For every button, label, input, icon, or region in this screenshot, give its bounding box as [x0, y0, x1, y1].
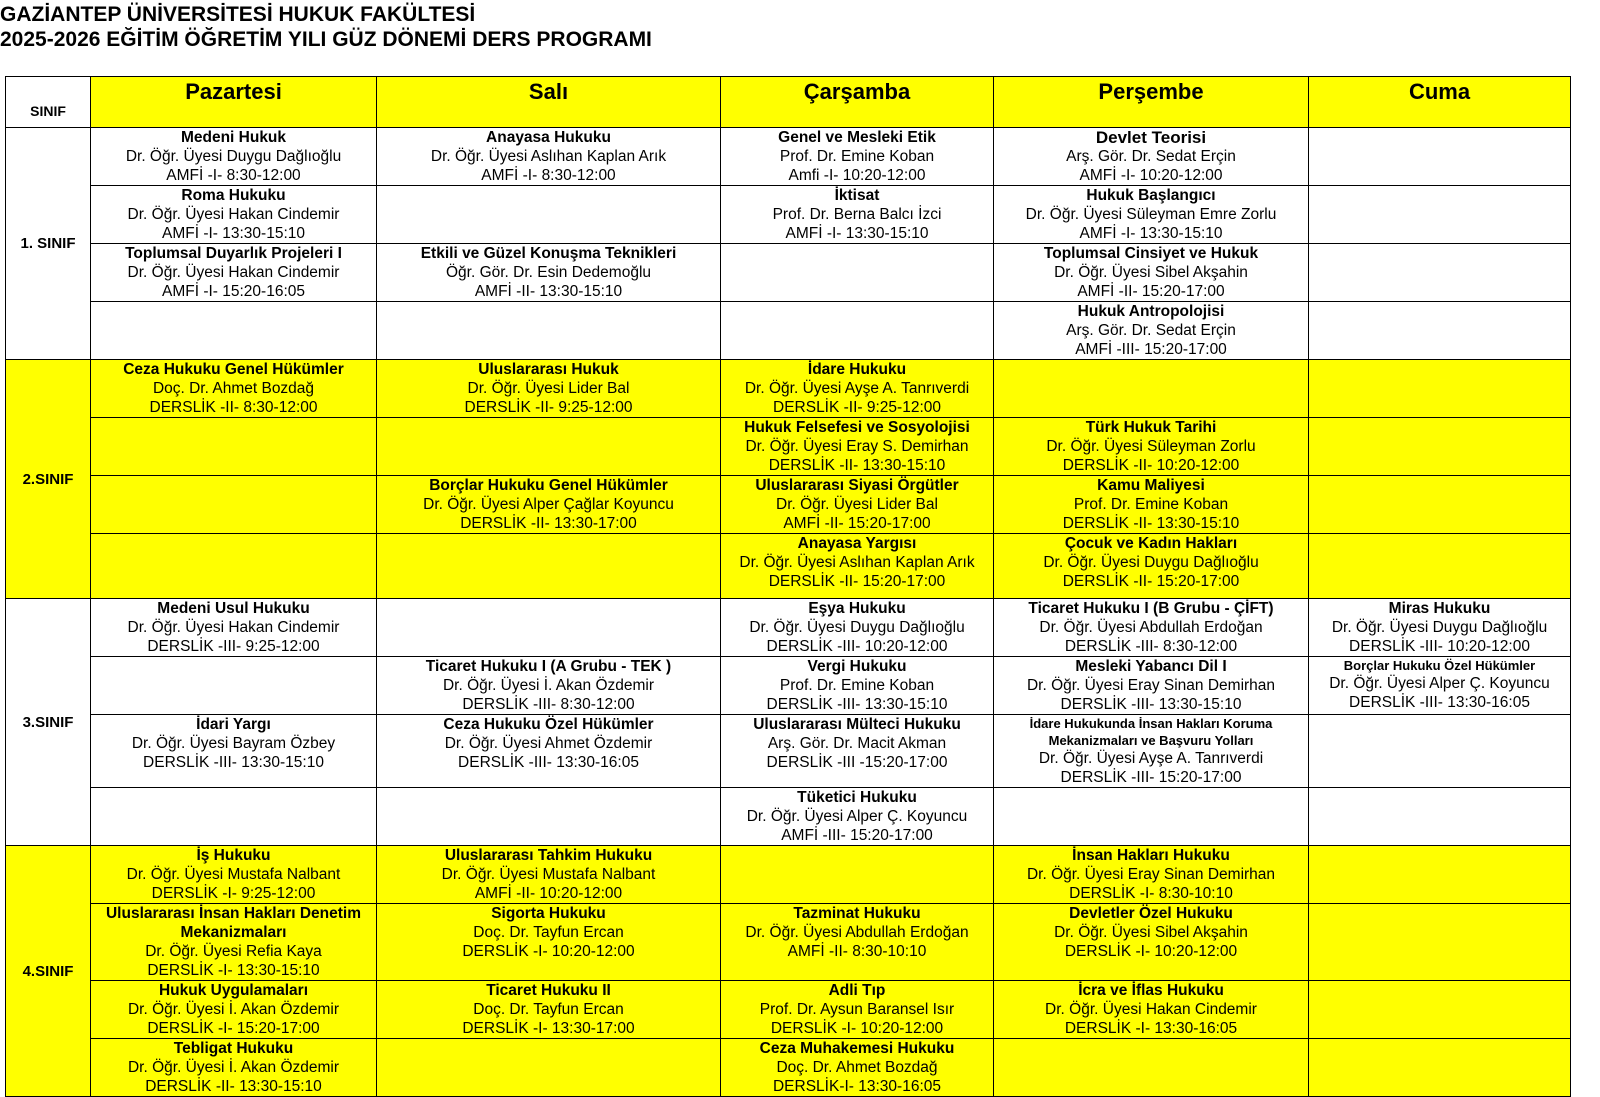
schedule-cell [994, 715, 1309, 788]
course-teacher: Doç. Dr. Ahmet Bozdağ [152, 380, 315, 397]
course-teacher: Dr. Öğr. Üyesi Lider Bal [467, 380, 630, 397]
course-room-time: DERSLİK -I- 10:20-12:00 [462, 943, 635, 960]
course-teacher: Dr. Öğr. Üyesi Sibel Akşahin [1054, 264, 1248, 281]
course-room-time: DERSLİK -III- 15:20-17:00 [1060, 769, 1242, 786]
course-room-time: DERSLİK -II- 13:30-15:10 [768, 457, 946, 474]
schedule-cell [1309, 657, 1571, 715]
course-name: Borçlar Hukuku Özel Hükümler [1343, 658, 1536, 673]
course-teacher: Dr. Öğr. Üyesi Süleyman Emre Zorlu [1025, 206, 1277, 223]
course-room-time: DERSLİK -II- 10:20-12:00 [1062, 457, 1240, 474]
schedule-table [5, 76, 1571, 1097]
course-name: İcra ve İflas Hukuku [1078, 982, 1224, 999]
schedule-cell [91, 1039, 377, 1097]
course-room-time: DERSLİK -III- 8:30-12:00 [1064, 638, 1238, 655]
course-room-time: DERSLİK -I- 9:25-12:00 [151, 885, 316, 902]
course-name: Ticaret Hukuku I (B Grubu - ÇİFT) [1028, 600, 1274, 617]
schedule-cell [377, 360, 721, 418]
course-room-time: DERSLİK -III- 9:25-12:00 [147, 638, 320, 655]
course-teacher: Prof. Dr. Aysun Baransel Isır [759, 1001, 955, 1018]
course-name: Hukuk Antropolojisi [1077, 303, 1225, 320]
schedule-cell [1309, 128, 1571, 186]
schedule-cell [721, 846, 994, 904]
course-room-time: AMFİ -II- 8:30-10:10 [787, 943, 927, 960]
course-name: İnsan Hakları Hukuku [1072, 847, 1230, 864]
course-teacher: Dr. Öğr. Üyesi Ayşe A. Tanrıverdi [1038, 750, 1264, 767]
schedule-cell [377, 846, 721, 904]
course-teacher: Prof. Dr. Berna Balcı İzci [772, 206, 942, 223]
course-room-time: DERSLİK -II- 13:30-17:00 [460, 515, 637, 532]
header-day: Perşembe [994, 77, 1309, 128]
schedule-cell [994, 418, 1309, 476]
course-name: Mesleki Yabancı Dil I [1075, 658, 1227, 675]
course-name: Devlet Teorisi [1095, 128, 1207, 147]
course-teacher: Dr. Öğr. Üyesi Ahmet Özdemir [444, 735, 653, 752]
course-room-time: DERSLİK -III- 13:30-16:05 [458, 754, 639, 771]
course-room-time: DERSLİK -I- 8:30-10:10 [1069, 885, 1233, 902]
schedule-cell [377, 657, 721, 715]
schedule-cell [377, 981, 721, 1039]
schedule-cell [721, 657, 994, 715]
course-name: Ceza Hukuku Özel Hükümler [443, 716, 654, 733]
course-name: Uluslararası Hukuk [478, 361, 619, 378]
schedule-cell [721, 418, 994, 476]
schedule-cell [377, 476, 721, 534]
schedule-cell [377, 302, 721, 360]
document-subtitle: 2025-2026 EĞİTİM ÖĞRETİM YILI GÜZ DÖNEMİ DERS PROGRAMI [0, 28, 652, 51]
course-teacher: Dr. Öğr. Üyesi Mustafa Nalbant [441, 866, 656, 883]
course-teacher: Doç. Dr. Tayfun Ercan [473, 1001, 624, 1018]
course-room-time: DERSLİK -II- 15:20-17:00 [1062, 573, 1240, 590]
schedule-cell [91, 302, 377, 360]
schedule-cell [994, 244, 1309, 302]
schedule-cell [377, 788, 721, 846]
course-name: Sigorta Hukuku [491, 905, 606, 922]
schedule-cell [721, 244, 994, 302]
course-name: Uluslararası Tahkim Hukuku [444, 847, 653, 864]
schedule-cell [91, 418, 377, 476]
schedule-cell [994, 657, 1309, 715]
schedule-cell [1309, 244, 1571, 302]
schedule-cell [994, 534, 1309, 599]
course-teacher: Dr. Öğr. Üyesi İ. Akan Özdemir [127, 1059, 340, 1076]
course-name: Adli Tıp [828, 982, 886, 999]
course-room-time: DERSLİK -III -15:20-17:00 [766, 754, 948, 771]
header-day: Cuma [1309, 77, 1571, 128]
course-name: Vergi Hukuku [807, 658, 907, 675]
course-name: İdare Hukuku [807, 361, 907, 378]
schedule-cell [91, 476, 377, 534]
schedule-cell [721, 360, 994, 418]
course-teacher: Dr. Öğr. Üyesi Duygu Dağlıoğlu [1331, 619, 1548, 636]
course-name: İş Hukuku [196, 847, 271, 864]
document-title: GAZİANTEP ÜNİVERSİTESİ HUKUK FAKÜLTESİ [0, 3, 476, 26]
course-name: Uluslararası Siyasi Örgütler [755, 477, 959, 494]
course-room-time: AMFİ -II- 10:20-12:00 [474, 885, 623, 902]
schedule-cell [721, 599, 994, 657]
course-name: Devletler Özel Hukuku [1069, 905, 1233, 922]
course-name: İdari Yargı [196, 716, 271, 733]
schedule-cell [994, 1039, 1309, 1097]
course-teacher: Dr. Öğr. Üyesi Bayram Özbey [131, 735, 336, 752]
course-room-time: DERSLİK -III- 8:30-12:00 [462, 696, 635, 713]
course-room-time: DERSLİK -I- 15:20-17:00 [147, 1020, 320, 1037]
schedule-cell [994, 186, 1309, 244]
schedule-cell [721, 476, 994, 534]
schedule-cell [91, 981, 377, 1039]
schedule-cell [721, 186, 994, 244]
course-teacher: Prof. Dr. Emine Koban [779, 148, 935, 165]
course-name: Hukuk Uygulamaları [158, 982, 309, 999]
course-room-time: DERSLİK -II- 15:20-17:00 [768, 573, 946, 590]
header-day: Salı [377, 77, 721, 128]
course-room-time: AMFİ -III- 15:20-17:00 [1075, 341, 1227, 358]
course-name: Uluslararası İnsan Hakları Denetim Mekanizmaları [105, 905, 361, 941]
course-teacher: Dr. Öğr. Üyesi Sibel Akşahin [1054, 924, 1248, 941]
course-room-time: AMFİ -I- 8:30-12:00 [481, 167, 616, 184]
course-teacher: Arş. Gör. Dr. Macit Akman [767, 735, 947, 752]
course-teacher: Dr. Öğr. Üyesi Refia Kaya [145, 943, 322, 960]
schedule-cell [377, 715, 721, 788]
course-room-time: DERSLİK -III- 10:20-12:00 [766, 638, 948, 655]
course-room-time: DERSLİK -II- 9:25-12:00 [464, 399, 633, 416]
course-teacher: Arş. Gör. Dr. Sedat Erçin [1066, 322, 1236, 339]
course-name: Ceza Hukuku Genel Hükümler [123, 361, 344, 378]
course-teacher: Dr. Öğr. Üyesi Abdullah Erdoğan [745, 924, 969, 941]
schedule-cell [377, 1039, 721, 1097]
schedule-cell [994, 599, 1309, 657]
class-label: 1. SINIF [6, 128, 91, 360]
schedule-cell [994, 302, 1309, 360]
course-name: Kamu Maliyesi [1097, 477, 1205, 494]
schedule-cell [1309, 981, 1571, 1039]
course-room-time: AMFİ -I- 10:20-12:00 [1079, 167, 1223, 184]
course-teacher: Prof. Dr. Emine Koban [779, 677, 935, 694]
course-teacher: Doç. Dr. Tayfun Ercan [473, 924, 624, 941]
course-name: Uluslararası Mülteci Hukuku [753, 716, 961, 733]
course-name: Tüketici Hukuku [797, 789, 917, 806]
schedule-cell [721, 981, 994, 1039]
class-label: 2.SINIF [6, 360, 91, 599]
course-name: Genel ve Mesleki Etik [778, 129, 936, 146]
course-teacher: Dr. Öğr. Üyesi Hakan Cindemir [127, 264, 340, 281]
course-name: Hukuk Felsefesi ve Sosyolojisi [744, 419, 970, 436]
schedule-cell [1309, 715, 1571, 788]
course-room-time: DERSLİK -I- 13:30-15:10 [147, 962, 320, 979]
schedule-cell [377, 904, 721, 981]
course-name: Anayasa Yargısı [797, 535, 917, 552]
schedule-cell [721, 534, 994, 599]
course-teacher: Doç. Dr. Ahmet Bozdağ [776, 1059, 938, 1076]
course-room-time: DERSLİK -III- 13:30-15:10 [1060, 696, 1242, 713]
course-room-time: AMFİ -II- 15:20-17:00 [783, 515, 931, 532]
course-name: Türk Hukuk Tarihi [1085, 419, 1217, 436]
course-teacher: Prof. Dr. Emine Koban [1073, 496, 1229, 513]
course-room-time: DERSLİK -I- 10:20-12:00 [1064, 943, 1238, 960]
schedule-cell [91, 128, 377, 186]
header-day: Pazartesi [91, 77, 377, 128]
course-name: Anayasa Hukuku [486, 129, 611, 146]
schedule-cell [1309, 360, 1571, 418]
course-teacher: Öğr. Gör. Dr. Esin Dedemoğlu [445, 264, 652, 281]
schedule-cell [721, 904, 994, 981]
course-teacher: Dr. Öğr. Üyesi Alper Çağlar Koyuncu [423, 496, 674, 513]
course-room-time: AMFİ -I- 13:30-15:10 [785, 225, 929, 242]
schedule-cell [721, 128, 994, 186]
course-teacher: Dr. Öğr. Üyesi Hakan Cindemir [1045, 1001, 1257, 1018]
course-teacher: Dr. Öğr. Üyesi Mustafa Nalbant [126, 866, 341, 883]
course-room-time: DERSLİK -III- 13:30-15:10 [766, 696, 948, 713]
course-name: Çocuk ve Kadın Hakları [1064, 535, 1238, 552]
course-room-time: DERSLİK -II- 13:30-15:10 [1062, 515, 1240, 532]
course-name: Etkili ve Güzel Konuşma Teknikleri [420, 245, 677, 262]
schedule-cell [91, 657, 377, 715]
schedule-cell [1309, 476, 1571, 534]
schedule-cell [1309, 1039, 1571, 1097]
course-teacher: Arş. Gör. Dr. Sedat Erçin [1066, 148, 1236, 165]
course-room-time: DERSLİK -I- 10:20-12:00 [770, 1020, 944, 1037]
schedule-cell [994, 476, 1309, 534]
schedule-cell [91, 244, 377, 302]
schedule-cell [377, 186, 721, 244]
course-room-time: Amfi -I- 10:20-12:00 [788, 167, 926, 184]
schedule-cell [377, 128, 721, 186]
course-name: İdare Hukukunda İnsan Hakları Koruma Mekanizmaları ve Başvuru Yolları [1029, 716, 1273, 748]
course-teacher: Dr. Öğr. Üyesi Eray S. Demirhan [745, 438, 969, 455]
course-name: Medeni Usul Hukuku [157, 600, 310, 617]
course-room-time: DERSLİK -II- 9:25-12:00 [773, 399, 941, 416]
schedule-cell [91, 186, 377, 244]
course-name: Ticaret Hukuku II [486, 982, 611, 999]
schedule-cell [1309, 418, 1571, 476]
course-room-time: AMFİ -II- 15:20-17:00 [1077, 283, 1225, 300]
schedule-cell [1309, 302, 1571, 360]
course-name: Roma Hukuku [181, 187, 286, 204]
course-teacher: Dr. Öğr. Üyesi Hakan Cindemir [127, 619, 340, 636]
schedule-cell [1309, 904, 1571, 981]
schedule-cell [994, 788, 1309, 846]
course-teacher: Dr. Öğr. Üyesi İ. Akan Özdemir [442, 677, 655, 694]
schedule-cell [377, 599, 721, 657]
course-teacher: Dr. Öğr. Üyesi Ayşe A. Tanrıverdi [744, 380, 970, 397]
schedule-cell [91, 715, 377, 788]
schedule-cell [91, 360, 377, 418]
course-name: Eşya Hukuku [808, 600, 906, 617]
class-label: 4.SINIF [6, 846, 91, 1097]
course-teacher: Dr. Öğr. Üyesi Alper Ç. Koyuncu [1329, 675, 1550, 692]
schedule-cell [994, 981, 1309, 1039]
schedule-cell [1309, 788, 1571, 846]
schedule-cell [91, 599, 377, 657]
course-teacher: Dr. Öğr. Üyesi İ. Akan Özdemir [127, 1001, 340, 1018]
schedule-cell [377, 418, 721, 476]
schedule-cell [91, 534, 377, 599]
header-sinif: SINIF [6, 77, 91, 128]
course-room-time: DERSLİK -I- 13:30-16:05 [1064, 1020, 1238, 1037]
course-room-time: AMFİ -I- 13:30-15:10 [1079, 225, 1223, 242]
schedule-cell [721, 1039, 994, 1097]
schedule-cell [377, 244, 721, 302]
course-teacher: Dr. Öğr. Üyesi Eray Sinan Demirhan [1026, 866, 1276, 883]
course-teacher: Dr. Öğr. Üyesi Duygu Dağlıoğlu [1043, 554, 1259, 571]
course-room-time: DERSLİK -III- 10:20-12:00 [1349, 638, 1530, 655]
course-teacher: Dr. Öğr. Üyesi Eray Sinan Demirhan [1026, 677, 1276, 694]
course-teacher: Dr. Öğr. Üyesi Aslıhan Kaplan Arık [430, 148, 667, 165]
course-room-time: DERSLİK -III- 13:30-16:05 [1349, 694, 1530, 711]
course-name: Toplumsal Cinsiyet ve Hukuk [1043, 245, 1259, 262]
course-name: Medeni Hukuk [180, 129, 287, 146]
schedule-cell [91, 788, 377, 846]
schedule-cell [1309, 846, 1571, 904]
schedule-cell [1309, 534, 1571, 599]
course-teacher: Dr. Öğr. Üyesi Hakan Cindemir [127, 206, 340, 223]
header-day: Çarşamba [721, 77, 994, 128]
schedule-cell [1309, 186, 1571, 244]
course-teacher: Dr. Öğr. Üyesi Abdullah Erdoğan [1039, 619, 1263, 636]
course-room-time: DERSLİK -III- 13:30-15:10 [143, 754, 324, 771]
schedule-cell [91, 846, 377, 904]
course-room-time: DERSLİK -I- 13:30-17:00 [462, 1020, 635, 1037]
schedule-cell [994, 846, 1309, 904]
course-room-time: DERSLİK -II- 8:30-12:00 [149, 399, 318, 416]
course-room-time: AMFİ -II- 13:30-15:10 [474, 283, 623, 300]
course-name: Miras Hukuku [1388, 600, 1491, 617]
course-room-time: DERSLİK -II- 13:30-15:10 [145, 1078, 322, 1095]
course-name: Hukuk Başlangıcı [1086, 187, 1216, 204]
schedule-cell [377, 534, 721, 599]
course-room-time: AMFİ -I- 13:30-15:10 [161, 225, 305, 242]
course-teacher: Dr. Öğr. Üyesi Aslıhan Kaplan Arık [739, 554, 975, 571]
course-name: Ticaret Hukuku I (A Grubu - TEK ) [425, 658, 672, 675]
course-teacher: Dr. Öğr. Üyesi Duygu Dağlıoğlu [749, 619, 965, 636]
course-teacher: Dr. Öğr. Üyesi Duygu Dağlıoğlu [125, 148, 342, 165]
schedule-cell [91, 904, 377, 981]
schedule-cell [994, 904, 1309, 981]
course-room-time: AMFİ -I- 15:20-16:05 [161, 283, 305, 300]
schedule-cell [994, 360, 1309, 418]
schedule-cell [721, 715, 994, 788]
course-teacher: Dr. Öğr. Üyesi Lider Bal [776, 496, 938, 513]
course-name: Tazminat Hukuku [793, 905, 921, 922]
schedule-cell [994, 128, 1309, 186]
schedule-cell [721, 788, 994, 846]
course-room-time: AMFİ -III- 15:20-17:00 [781, 827, 933, 844]
course-teacher: Dr. Öğr. Üyesi Süleyman Zorlu [1046, 438, 1256, 455]
course-name: Toplumsal Duyarlık Projeleri I [125, 245, 342, 262]
schedule-cell [1309, 599, 1571, 657]
course-name: Tebligat Hukuku [173, 1040, 294, 1057]
schedule-cell [721, 302, 994, 360]
course-name: Ceza Muhakemesi Hukuku [759, 1040, 955, 1057]
course-name: Borçlar Hukuku Genel Hükümler [429, 477, 668, 494]
course-room-time: DERSLİK-I- 13:30-16:05 [772, 1078, 941, 1095]
course-room-time: AMFİ -I- 8:30-12:00 [166, 167, 301, 184]
course-name: İktisat [834, 187, 880, 204]
course-teacher: Dr. Öğr. Üyesi Alper Ç. Koyuncu [746, 808, 968, 825]
class-label: 3.SINIF [6, 599, 91, 846]
